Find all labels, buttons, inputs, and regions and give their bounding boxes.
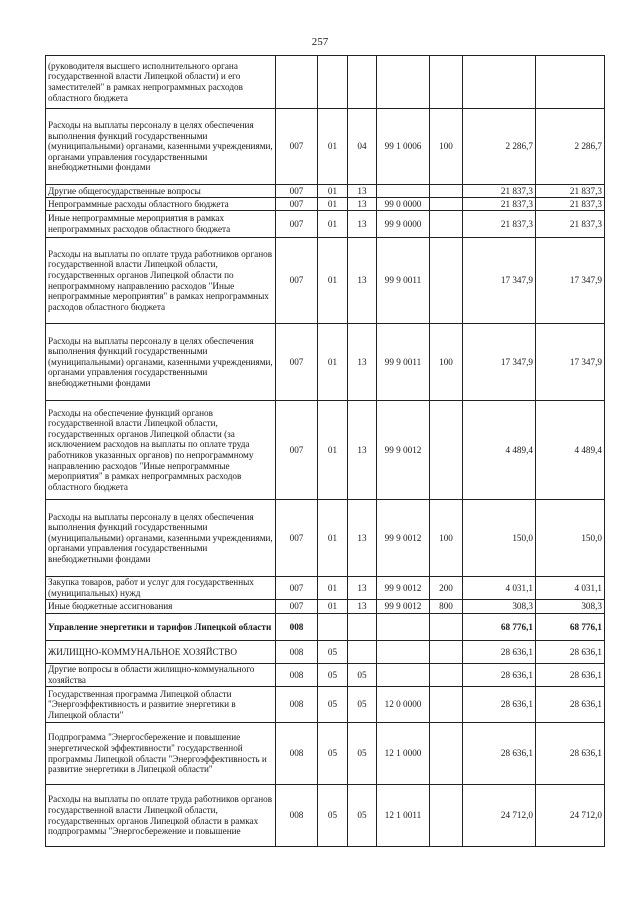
cell-expense-type: 100: [430, 109, 463, 185]
cell-amount-2: 150,0: [536, 500, 605, 577]
cell-amount-2: 68 776,1: [536, 614, 605, 641]
cell-name: (руководителя высшего исполнительного органа государственной власти Липецкой области) и его заместителей" в рамках непрограммных расходов областного бюджета: [46, 56, 276, 109]
budget-table: [45, 55, 605, 847]
cell-ministry-code: 007: [276, 577, 318, 600]
cell-amount-2: 4 489,4: [536, 401, 605, 500]
cell-ministry-code: 008: [276, 723, 318, 785]
cell-section: 01: [318, 109, 348, 185]
cell-target-item: 12 1 0000: [377, 723, 430, 785]
cell-amount-1: 308,3: [463, 600, 536, 614]
cell-name: Расходы на выплаты персоналу в целях обеспечения выполнения функций государственными (муниципальными) органами, казенными учреждениями, органами управления государственными внебюджетными фондами: [46, 109, 276, 185]
cell-expense-type: [430, 401, 463, 500]
table-row: [46, 56, 605, 109]
cell-target-item: [377, 641, 430, 664]
cell-ministry-code: 007: [276, 401, 318, 500]
cell-expense-type: 800: [430, 600, 463, 614]
table-row: [46, 109, 605, 185]
cell-ministry-code: 007: [276, 211, 318, 238]
cell-name: Подпрограмма "Энергосбережение и повышение энергетической эффективности" государственной программы Липецкой области "Энергоэффективность и развитие энергетики в Липецкой области": [46, 723, 276, 785]
cell-amount-1: 4 489,4: [463, 401, 536, 500]
table-row: [46, 614, 605, 641]
cell-ministry-code: 007: [276, 500, 318, 577]
cell-name: Расходы на выплаты персоналу в целях обеспечения выполнения функций государственными (муниципальными) органами, казенными учреждениями, органами управления государственными внебюджетными фондами: [46, 324, 276, 401]
cell-amount-2: 28 636,1: [536, 641, 605, 664]
table-row: [46, 600, 605, 614]
table-body: [46, 56, 605, 847]
cell-expense-type: [430, 211, 463, 238]
cell-amount-2: 28 636,1: [536, 687, 605, 723]
cell-target-item: [377, 185, 430, 198]
cell-ministry-code: 008: [276, 687, 318, 723]
cell-amount-1: 21 837,3: [463, 185, 536, 198]
cell-subsection: 05: [348, 687, 377, 723]
table-row: [46, 687, 605, 723]
cell-name: ЖИЛИЩНО-КОММУНАЛЬНОЕ ХОЗЯЙСТВО: [46, 641, 276, 664]
cell-amount-1: 150,0: [463, 500, 536, 577]
cell-section: 05: [318, 785, 348, 847]
cell-expense-type: [430, 785, 463, 847]
cell-subsection: 13: [348, 401, 377, 500]
cell-section: 01: [318, 198, 348, 211]
cell-target-item: 99 9 0000: [377, 211, 430, 238]
cell-target-item: 99 0 0000: [377, 198, 430, 211]
cell-amount-2: 24 712,0: [536, 785, 605, 847]
cell-amount-2: 21 837,3: [536, 185, 605, 198]
cell-amount-1: 28 636,1: [463, 641, 536, 664]
cell-expense-type: [430, 664, 463, 687]
cell-amount-2: 308,3: [536, 600, 605, 614]
cell-amount-1: 17 347,9: [463, 324, 536, 401]
cell-amount-1: 17 347,9: [463, 238, 536, 324]
cell-section: [318, 614, 348, 641]
cell-target-item: [377, 56, 430, 109]
cell-amount-1: 21 837,3: [463, 198, 536, 211]
cell-subsection: 05: [348, 723, 377, 785]
table-row: [46, 500, 605, 577]
cell-subsection: 13: [348, 211, 377, 238]
cell-amount-1: 28 636,1: [463, 687, 536, 723]
table-row: [46, 211, 605, 238]
table-row: [46, 238, 605, 324]
cell-target-item: 99 9 0012: [377, 577, 430, 600]
cell-subsection: 13: [348, 500, 377, 577]
cell-section: 05: [318, 641, 348, 664]
cell-subsection: [348, 641, 377, 664]
cell-amount-2: 28 636,1: [536, 723, 605, 785]
cell-section: 01: [318, 324, 348, 401]
cell-amount-2: 2 286,7: [536, 109, 605, 185]
cell-ministry-code: 007: [276, 238, 318, 324]
cell-subsection: 13: [348, 198, 377, 211]
cell-name: Расходы на выплаты по оплате труда работников органов государственной власти Липецкой области, государственных органов Липецкой области в рамках подпрограммы "Энергосбережение и повышение: [46, 785, 276, 847]
cell-target-item: 99 9 0011: [377, 324, 430, 401]
cell-expense-type: [430, 723, 463, 785]
cell-ministry-code: 007: [276, 324, 318, 401]
cell-target-item: 99 9 0012: [377, 600, 430, 614]
cell-amount-2: 4 031,1: [536, 577, 605, 600]
table-row: [46, 198, 605, 211]
cell-section: 01: [318, 401, 348, 500]
cell-target-item: [377, 614, 430, 641]
cell-section: [318, 56, 348, 109]
cell-name: Другие вопросы в области жилищно-коммунального хозяйства: [46, 664, 276, 687]
cell-target-item: [377, 664, 430, 687]
cell-expense-type: 100: [430, 324, 463, 401]
cell-amount-2: 21 837,3: [536, 211, 605, 238]
cell-amount-1: 24 712,0: [463, 785, 536, 847]
cell-target-item: 12 0 0000: [377, 687, 430, 723]
cell-subsection: 13: [348, 577, 377, 600]
cell-subsection: 13: [348, 600, 377, 614]
table-row: [46, 785, 605, 847]
cell-name: Иные бюджетные ассигнования: [46, 600, 276, 614]
cell-subsection: 13: [348, 324, 377, 401]
table-row: [46, 664, 605, 687]
cell-subsection: 13: [348, 238, 377, 324]
cell-section: 01: [318, 185, 348, 198]
cell-amount-1: [463, 56, 536, 109]
cell-amount-1: 21 837,3: [463, 211, 536, 238]
cell-amount-2: 17 347,9: [536, 324, 605, 401]
cell-section: 01: [318, 238, 348, 324]
cell-subsection: 13: [348, 185, 377, 198]
cell-expense-type: [430, 185, 463, 198]
cell-target-item: 99 9 0012: [377, 401, 430, 500]
cell-name: Расходы на обеспечение функций органов государственной власти Липецкой области, государственных органов Липецкой области (за исключением расходов на выплаты по оплате труда работников указанных органов) по непрограммному направлению расходов "Иные непрограммные мероприятия" в рамках непрограммных расходов областного бюджета: [46, 401, 276, 500]
cell-ministry-code: 008: [276, 664, 318, 687]
cell-amount-1: 28 636,1: [463, 664, 536, 687]
cell-name: Государственная программа Липецкой области "Энергоэффективность и развитие энергетики в Липецкой области": [46, 687, 276, 723]
cell-amount-2: 28 636,1: [536, 664, 605, 687]
cell-name: Другие общегосударственные вопросы: [46, 185, 276, 198]
cell-section: 05: [318, 687, 348, 723]
cell-ministry-code: 008: [276, 641, 318, 664]
cell-expense-type: 200: [430, 577, 463, 600]
cell-ministry-code: [276, 56, 318, 109]
cell-target-item: 99 9 0011: [377, 238, 430, 324]
table-row: [46, 577, 605, 600]
cell-section: 01: [318, 211, 348, 238]
table-row: [46, 401, 605, 500]
cell-expense-type: [430, 687, 463, 723]
cell-expense-type: [430, 238, 463, 324]
cell-section: 01: [318, 600, 348, 614]
cell-name: Закупка товаров, работ и услуг для государственных (муниципальных) нужд: [46, 577, 276, 600]
cell-amount-2: 21 837,3: [536, 198, 605, 211]
cell-ministry-code: 007: [276, 185, 318, 198]
cell-expense-type: 100: [430, 500, 463, 577]
cell-name: Непрограммные расходы областного бюджета: [46, 198, 276, 211]
cell-section: 05: [318, 664, 348, 687]
cell-name: Расходы на выплаты персоналу в целях обеспечения выполнения функций государственными (муниципальными) органами, казенными учреждениями, органами управления государственными внебюджетными фондами: [46, 500, 276, 577]
cell-ministry-code: 007: [276, 109, 318, 185]
cell-amount-2: [536, 56, 605, 109]
cell-expense-type: [430, 614, 463, 641]
cell-ministry-code: 007: [276, 600, 318, 614]
cell-name: Управление энергетики и тарифов Липецкой области: [46, 614, 276, 641]
cell-target-item: 99 1 0006: [377, 109, 430, 185]
cell-subsection: 05: [348, 664, 377, 687]
cell-section: 01: [318, 577, 348, 600]
cell-subsection: [348, 56, 377, 109]
cell-ministry-code: 008: [276, 614, 318, 641]
page-number: 257: [311, 36, 329, 48]
table-row: [46, 723, 605, 785]
cell-name: Иные непрограммные мероприятия в рамках непрограммных расходов областного бюджета: [46, 211, 276, 238]
cell-expense-type: [430, 56, 463, 109]
cell-subsection: 04: [348, 109, 377, 185]
cell-subsection: [348, 614, 377, 641]
cell-expense-type: [430, 641, 463, 664]
table-row: [46, 185, 605, 198]
cell-ministry-code: 008: [276, 785, 318, 847]
table-row: [46, 324, 605, 401]
cell-amount-1: 4 031,1: [463, 577, 536, 600]
cell-subsection: 05: [348, 785, 377, 847]
cell-target-item: 99 9 0012: [377, 500, 430, 577]
cell-amount-1: 68 776,1: [463, 614, 536, 641]
cell-amount-1: 28 636,1: [463, 723, 536, 785]
cell-amount-2: 17 347,9: [536, 238, 605, 324]
cell-ministry-code: 007: [276, 198, 318, 211]
cell-expense-type: [430, 198, 463, 211]
cell-section: 05: [318, 723, 348, 785]
cell-amount-1: 2 286,7: [463, 109, 536, 185]
table-row: [46, 641, 605, 664]
cell-section: 01: [318, 500, 348, 577]
cell-target-item: 12 1 0011: [377, 785, 430, 847]
cell-name: Расходы на выплаты по оплате труда работников органов государственной власти Липецкой области, государственных органов Липецкой области по непрограммному направлению расходов "Иные непрограммные мероприятия" в рамках непрограммных расходов областного бюджета: [46, 238, 276, 324]
